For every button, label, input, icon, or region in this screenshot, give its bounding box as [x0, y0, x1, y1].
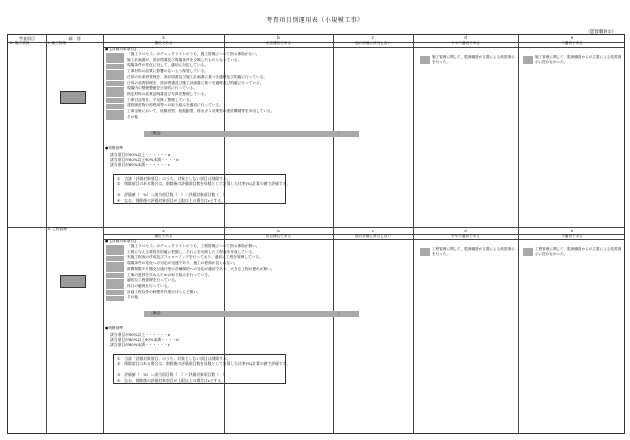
section2-item-text: 時間制限や片側交互通行等の各種制約への対応が適切であり、大きな工程の遅れが無い。 [127, 266, 275, 271]
s2-note-4: ④ なお、削除後の評価対象項目が上限以上の場合はcとする。 [117, 378, 226, 383]
s1-grade-c-desc: 他の評価に該当しない [355, 41, 391, 45]
section2-item-text: 休日の確保を行っている。 [127, 283, 172, 288]
s2-grade-c: c [372, 229, 374, 233]
s2-note-3: ③ 評価値（ %）＝該当項目数（ ）／評価対象項目数（ ） [117, 372, 227, 377]
section2-item-text: 計画工程以外の時間外作業がほとんど無い。 [127, 289, 201, 294]
section1-item-text: 現場内の整理整頓を日常的に行っている。 [127, 86, 198, 91]
s2-reason-close: 〕 [338, 311, 342, 315]
header-grade-a: a [162, 35, 165, 40]
s1-note-3: ③ 評価値（ %）＝該当項目数（ ）／評価対象項目数（ ） [117, 192, 227, 197]
s1-d-text: 施工管理に関して、監督職員が文書による改善指示を行った。 [432, 55, 515, 64]
section1-item-text: 指定材料の品質証明書及び写真を整理している。 [127, 91, 209, 96]
s1-e-text: 施工管理に関して、監督職員からの文書による改善指示に従わなかった。 [535, 55, 622, 64]
section1-item-checkbox[interactable] [106, 58, 124, 63]
s1-item: 2. 施工状況 [10, 41, 30, 45]
section2-item-checkbox[interactable] [106, 290, 124, 295]
s1-reason-label: 〔理由： [149, 131, 164, 135]
section1-item-text: 現場条件の変化に対して、適切に対応している。 [127, 63, 209, 68]
s2-note-1: ① 当該「評価対象項目」のうち、対象としない項目は削除する。 [117, 355, 231, 361]
s2-score-box[interactable] [60, 275, 86, 288]
s2-grade-b: b [277, 229, 280, 233]
section2-item-checkbox[interactable] [106, 262, 124, 267]
section1-item-checkbox[interactable] [106, 115, 124, 120]
s2-heading: ●【評価対象項目】 [105, 239, 138, 243]
s1-grade-b-desc: 出位優位である [265, 41, 292, 45]
header-grade-c: c [371, 35, 375, 40]
s1-reason-close: 〕 [338, 131, 342, 135]
section1-item-checkbox[interactable] [106, 110, 124, 115]
section1-item-checkbox[interactable] [106, 53, 124, 58]
s1-score-box[interactable] [60, 91, 86, 104]
s1-d-check[interactable] [420, 56, 430, 64]
section1-item-checkbox[interactable] [106, 75, 124, 80]
header-grade-b: b [277, 35, 280, 40]
s1-heading: ●【評価対象項目】 [105, 47, 138, 51]
section2-item-checkbox[interactable] [106, 267, 124, 272]
section2-item-text: 「施工プロセス」のチェックリストのうち、工程管理について指示事項が無い。 [127, 244, 260, 248]
s2-grade-d-desc: やや不適切である [451, 234, 480, 238]
section2-item-checkbox[interactable] [106, 256, 124, 261]
s1-criteria-head: ●判断基準 [105, 146, 123, 150]
section2-item-checkbox[interactable] [106, 284, 124, 289]
s2-grade-a: a [162, 229, 165, 233]
s2-grade-e: e [570, 229, 574, 233]
page-title: 考査項目別運用表（小規模工事） [266, 17, 364, 24]
section2-item-checkbox[interactable] [106, 296, 124, 301]
s2-criteria-a: 該当項目が90%以上・・・・・・a [110, 332, 171, 337]
section1-item-text: 工事全般において、低騒音型、低振動型、排出ガス対策型の建設機械等を多用している。 [127, 109, 275, 113]
s2-note-2: ② 削除項目のある場合は、削除後の評価項目数を母数として計算した比率(%)計算の値で評価する。 [117, 361, 291, 366]
s2-notes-box [113, 354, 291, 384]
section1-item-text: 日常の品質管理を、設計図書及び施工計画書に基づき適時及び的確に行っている。 [127, 80, 264, 85]
s1-reason-bar[interactable] [144, 131, 359, 137]
s1-grade-d-desc: やや不適切である [451, 41, 480, 45]
s1-subitem: Ⅰ. 施工管理 [48, 41, 67, 45]
s1-note-4: ④ なお、削除後の評価対象項目が上限以上の場合はcとする。 [117, 198, 226, 203]
section1-item-text: 施工計画書が、設計図書及び現場条件を反映したものとなっている。 [127, 57, 242, 62]
section2-item-text: 適切な工程管理を行っている。 [127, 278, 179, 283]
section1-item-checkbox[interactable] [106, 92, 124, 97]
header-grade-e: e [570, 35, 574, 40]
header-subitem: 細 別 [68, 36, 81, 41]
section1-item-checkbox[interactable] [106, 70, 124, 75]
s2-grade-e-desc: 不適切である [561, 234, 583, 238]
s1-notes-box [113, 174, 291, 204]
section2-item-checkbox[interactable] [106, 250, 124, 255]
s1-criteria-c: 該当項目が80%未満・・・・・・c [110, 162, 170, 167]
s2-reason-bar[interactable] [144, 311, 359, 317]
s2-e-check[interactable] [523, 248, 533, 256]
s2-reason-label: 〔理由： [149, 311, 164, 315]
section2-item-text: その他 [127, 295, 139, 300]
s1-grade-a-desc: 優位である [154, 41, 173, 45]
s2-criteria-c: 該当項目が80%未満・・・・・・c [110, 342, 170, 347]
supervisor-stamp: （監督職員②） [585, 30, 616, 35]
s2-d-text: 工程管理に関して、監督職員が文書による改善指示を行った。 [432, 247, 515, 256]
section1-item-text: 工事日誌等を、不足無く整理している。 [127, 97, 194, 102]
s2-d-check[interactable] [420, 248, 430, 256]
section1-item-text: その他 [127, 114, 139, 119]
section1-item-text: 日常の出来形管理を、設計図書及び施工計画書に基づき適時及び的確に行っている。 [127, 74, 268, 79]
s1-criteria-a: 該当項目が90%以上・・・・・・a [110, 152, 171, 157]
section1-item-checkbox[interactable] [106, 104, 124, 109]
s1-note-1: ① 当該「評価対象項目」のうち、対象としない項目は削除する。 [117, 175, 231, 181]
section1-item-text: 工事材料の品質に影響のないよう保管している。 [127, 69, 209, 74]
section2-item-text: 工事の進捗を早めるための取り組みを行っている。 [127, 272, 212, 277]
section2-item-text: 現場条件の変化への対応が迅速であり、施工の停滞が見られない。 [127, 261, 238, 266]
s1-note-2: ② 削除項目のある場合は、削除後の評価項目数を母数として計算した比率(%)計算の値で評価する。 [117, 181, 291, 186]
s1-e-check[interactable] [523, 56, 533, 64]
s2-e-text: 工程管理に関して、監督職員からの文書による改善指示に従わなかった。 [535, 247, 622, 256]
s2-subitem: Ⅱ. 工程管理 [48, 227, 67, 231]
s1-criteria-b: 該当項目が80%以上90%未満・・・・b [110, 157, 179, 162]
section1-item-text: 建設副産物の再利用等への取り組みを適切に行っている。 [127, 103, 223, 108]
section2-item-checkbox[interactable] [106, 273, 124, 278]
s2-grade-d: d [464, 229, 467, 233]
header-item: 考査項目 [19, 36, 35, 41]
s2-criteria-b: 該当項目が80%以上90%未満・・・・b [110, 337, 179, 342]
section1-item-checkbox[interactable] [106, 98, 124, 103]
section1-item-text: 「施工プロセス」のチェックリストのうち、施工管理について指示事項がない。 [127, 52, 260, 56]
section2-item-checkbox[interactable] [106, 279, 124, 284]
section1-item-checkbox[interactable] [106, 87, 124, 92]
section2-item-checkbox[interactable] [106, 245, 124, 250]
section1-item-checkbox[interactable] [106, 64, 124, 69]
s1-grade-e-desc: 不適切である [561, 41, 583, 45]
s2-grade-b-desc: 出位優位である [265, 234, 292, 238]
section2-item-text: 工程に与える要因を的確に把握し、それらを反映した工程表を作成している。 [127, 249, 257, 254]
section1-item-checkbox[interactable] [106, 81, 124, 86]
s2-grade-a-desc: 優位である [154, 234, 173, 238]
s2-criteria-head: ●判断基準 [105, 326, 123, 330]
s2-grade-c-desc: 他の評価に該当しない [355, 234, 391, 238]
evaluation-table [7, 34, 625, 434]
section2-item-text: 実施工程表の作成及びフォローアップを行っており、適切に工程を管理している。 [127, 255, 263, 260]
header-grade-d: d [464, 35, 467, 40]
